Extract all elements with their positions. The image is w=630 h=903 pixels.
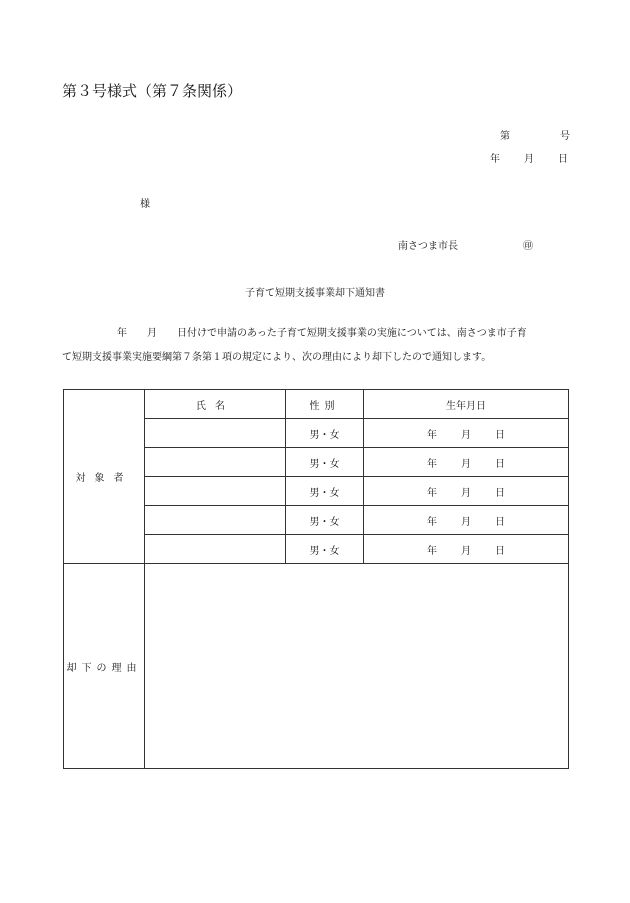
- issue-date-day: 日: [558, 154, 568, 165]
- document-title: 子育て短期支援事業却下通知書: [245, 288, 385, 299]
- birthdate-cell: [364, 506, 569, 535]
- doc-number-prefix: 第: [500, 131, 510, 142]
- body-line1-rest: 日付けで申請のあった子育て短期支援事業の実施については、南さつま市子育: [177, 328, 527, 339]
- target-label: 対象者: [75, 473, 133, 484]
- name-cell[interactable]: [145, 477, 286, 506]
- gender-cell: 男・女: [286, 419, 364, 448]
- name-cell[interactable]: [145, 506, 286, 535]
- birth-month: 月: [461, 487, 471, 499]
- reason-row: [64, 564, 569, 769]
- table-header-row: [64, 390, 569, 419]
- header-name: 氏名: [196, 400, 234, 412]
- birth-month: 月: [461, 545, 471, 557]
- reason-content[interactable]: [145, 564, 569, 769]
- birth-day: 日: [495, 516, 505, 528]
- birth-year: 年: [427, 458, 437, 470]
- target-label-cell: [64, 390, 145, 564]
- name-cell[interactable]: [145, 419, 286, 448]
- doc-number-suffix: 号: [560, 131, 570, 142]
- reason-label-cell: [64, 564, 145, 769]
- body-year: 年: [117, 328, 127, 339]
- birthdate-cell: [364, 419, 569, 448]
- birth-year: 年: [427, 429, 437, 441]
- body-line-2: て短期支援事業実施要綱第７条第１項の規定により、次の理由により却下したので通知します。: [62, 352, 492, 363]
- form-number: 第３号様式（第７条関係）: [62, 82, 243, 100]
- body-month: 月: [147, 328, 157, 339]
- issuer-name: 南さつま市長: [398, 241, 458, 252]
- birth-day: 日: [495, 545, 505, 557]
- birth-month: 月: [461, 516, 471, 528]
- birth-year: 年: [427, 545, 437, 557]
- issue-date-month: 月: [524, 154, 534, 165]
- header-birthdate-cell: [364, 390, 569, 419]
- gender-cell: 男・女: [286, 535, 364, 564]
- header-birthdate: 生年月日: [446, 400, 486, 412]
- birthdate-cell: [364, 477, 569, 506]
- body-line-1: [62, 322, 582, 346]
- header-gender-cell: [286, 390, 364, 419]
- issue-date-year: 年: [490, 154, 500, 165]
- header-gender: 性別: [309, 400, 340, 412]
- birth-year: 年: [427, 487, 437, 499]
- body-text: [62, 322, 582, 370]
- birth-day: 日: [495, 458, 505, 470]
- gender-cell: 男・女: [286, 477, 364, 506]
- name-cell[interactable]: [145, 448, 286, 477]
- name-cell[interactable]: [145, 535, 286, 564]
- gender-cell: 男・女: [286, 448, 364, 477]
- target-table: [63, 389, 569, 769]
- birthdate-cell: [364, 448, 569, 477]
- birth-month: 月: [461, 458, 471, 470]
- addressee-honorific: 様: [140, 199, 150, 210]
- birth-year: 年: [427, 516, 437, 528]
- gender-cell: 男・女: [286, 506, 364, 535]
- birth-day: 日: [495, 429, 505, 441]
- reason-label: 却下の理由: [66, 662, 142, 674]
- birthdate-cell: [364, 535, 569, 564]
- issuer-seal: ㊞: [523, 241, 533, 252]
- birth-day: 日: [495, 487, 505, 499]
- birth-month: 月: [461, 429, 471, 441]
- header-name-cell: [145, 390, 286, 419]
